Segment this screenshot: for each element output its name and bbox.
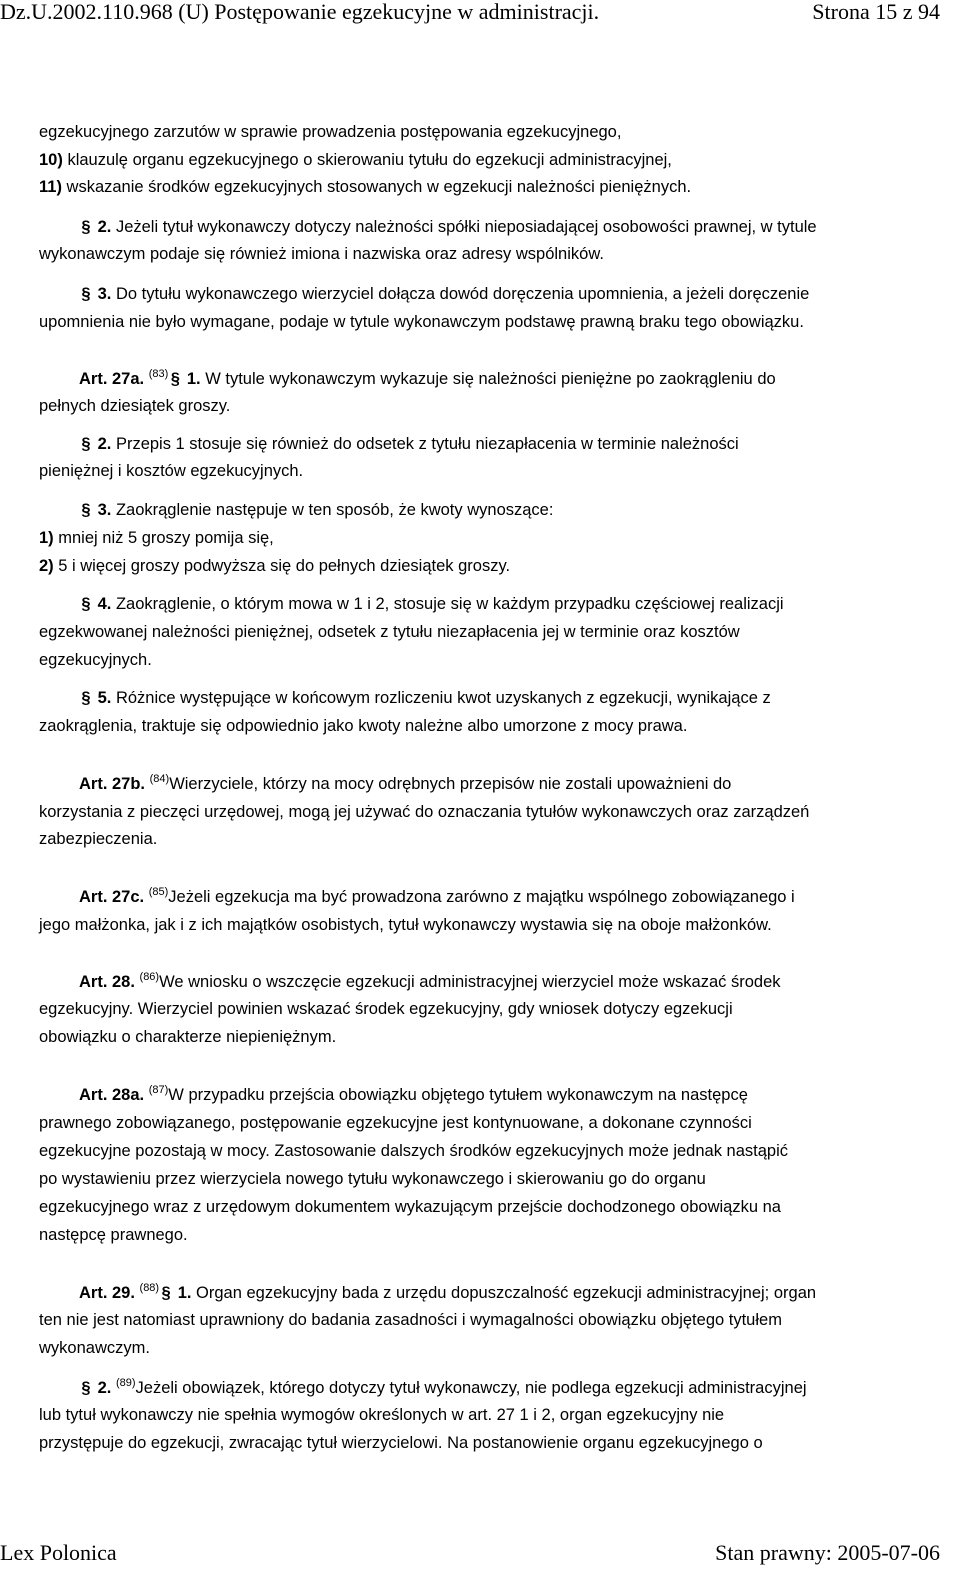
paragraph-number: 3. [97, 501, 112, 519]
article-number: Art. 29. [79, 1284, 135, 1302]
text: po wystawieniu przez wierzyciela nowego tytułu wykonawczego i skierowaniu go do organu [39, 1170, 706, 1188]
text: wskazanie środków egzekucyjnych stosowanych w egzekucji należności pieniężnych. [61, 178, 692, 196]
text: Jeżeli tytuł wykonawczy dotyczy należności spółki nieposiadającej osobowości prawnej, w tytule [111, 218, 817, 236]
text: jego małżonka, jak i z ich majątków osobistych, tytuł wykonawczy wystawia się na oboje małżonków. [39, 916, 772, 934]
article-number: Art. 27b. [79, 775, 146, 793]
paragraph-line [79, 499, 553, 521]
text: ten nie jest natomiast uprawniony do badania zasadności i wymagalności obowiązku objętego tytułem [39, 1311, 782, 1329]
list-item [39, 555, 510, 577]
text-line [39, 828, 157, 850]
text: następcę prawnego. [39, 1226, 188, 1244]
text-line [39, 621, 740, 643]
footnote-ref: (86) [139, 971, 160, 983]
text: Wierzyciele, którzy na mocy odrębnych przepisów nie zostali upoważnieni do [169, 775, 732, 793]
text: Zaokrąglenie, o którym mowa w 1 i 2, stosuje się w każdym przypadku częściowej realizacji [111, 595, 784, 613]
section-sign: § [170, 370, 180, 388]
paragraph-line [79, 283, 809, 305]
text-line [39, 801, 809, 823]
article-line [79, 1282, 816, 1306]
list-item [39, 149, 672, 171]
text-line [39, 311, 804, 333]
paragraph-number: 5. [97, 689, 112, 707]
item-number: 10) [39, 151, 63, 169]
text: Jeżeli obowiązek, którego dotyczy tytuł wykonawczy, nie podlega egzekucji administracyjnej [135, 1379, 807, 1397]
text-line [39, 243, 604, 265]
article-line [79, 886, 795, 910]
paragraph-line [79, 216, 817, 238]
paragraph-line [79, 433, 739, 455]
text-line [39, 1404, 724, 1426]
article-line [79, 368, 776, 392]
paragraph-number: 1. [186, 370, 201, 388]
text: mniej niż 5 groszy pomija się, [53, 529, 274, 547]
text: egzekucyjnych. [39, 651, 152, 669]
text: W przypadku przejścia obowiązku objętego tytułem wykonawczym na następcę [168, 1086, 748, 1104]
paragraph-number: 2. [97, 435, 112, 453]
text: wykonawczym. [39, 1339, 150, 1357]
text: Różnice występujące w końcowym rozliczeniu kwot uzyskanych z egzekucji, wynikające z [111, 689, 771, 707]
paragraph-number: 2. [97, 1379, 112, 1397]
page-number: Strona 15 z 94 [812, 0, 940, 24]
text: korzystania z pieczęci urzędowej, mogą jej używać do oznaczania tytułów wykonawczych oraz zarządzeń [39, 803, 810, 821]
text: egzekucyjne pozostają w mocy. Zastosowanie dalszych środków egzekucyjnych może jednak nastąpić [39, 1142, 788, 1160]
text: egzekucyjny. Wierzyciel powinien wskazać środek egzekucyjny, gdy wniosek dotyczy egzekucji [39, 1000, 733, 1018]
section-sign: § [81, 501, 91, 519]
footnote-ref: (85) [148, 886, 169, 898]
text: pełnych dziesiątek groszy. [39, 397, 231, 415]
paragraph-line [79, 1377, 807, 1401]
item-number: 2) [39, 557, 54, 575]
article-number: Art. 27c. [79, 888, 145, 906]
footnote-ref: (84) [149, 773, 170, 785]
text: zabezpieczenia. [39, 830, 158, 848]
text-line [39, 649, 152, 671]
text: pieniężnej i kosztów egzekucyjnych. [39, 462, 304, 480]
text-line [39, 1196, 781, 1218]
footnote-ref: (83) [148, 368, 169, 380]
text: W tytule wykonawczym wykazuje się należności pieniężne po zaokrągleniu do [200, 370, 776, 388]
text-line [39, 1224, 188, 1246]
text-line [39, 914, 772, 936]
footnote-ref: (87) [148, 1084, 169, 1096]
list-item [39, 176, 691, 198]
text-line [39, 121, 621, 143]
text: prawnego zobowiązanego, postępowanie egzekucyjne jest kontynuowane, a dokonane czynności [39, 1114, 752, 1132]
article-line [79, 773, 731, 797]
section-sign: § [81, 285, 91, 303]
text: egzekucyjnego wraz z urzędowym dokumentem wykazującym przejście dochodzonego obowiązku na [39, 1198, 781, 1216]
text: wykonawczym podaje się również imiona i nazwiska oraz adresy wspólników. [39, 245, 604, 263]
text-line [39, 1309, 782, 1331]
text: We wniosku o wszczęcie egzekucji administracyjnej wierzyciel może wskazać środek [159, 973, 781, 991]
article-number: Art. 28a. [79, 1086, 145, 1104]
text-line [39, 460, 303, 482]
section-sign: § [81, 595, 91, 613]
text: zaokrąglenia, traktuje się odpowiednio jako kwoty należne albo umorzone z mocy prawa. [39, 717, 688, 735]
text: Przepis 1 stosuje się również do odsetek z tytułu niezapłacenia w terminie należności [111, 435, 739, 453]
article-number: Art. 27a. [79, 370, 145, 388]
paragraph-line [79, 687, 771, 709]
section-sign: § [161, 1284, 171, 1302]
paragraph-line [79, 593, 784, 615]
text-line [39, 1026, 336, 1048]
section-sign: § [81, 218, 91, 236]
item-number: 1) [39, 529, 54, 547]
item-number: 11) [39, 178, 62, 196]
section-sign: § [81, 435, 91, 453]
footnote-ref: (88) [139, 1282, 160, 1294]
text-line [39, 1140, 788, 1162]
text-line [39, 1112, 752, 1134]
section-sign: § [81, 1379, 91, 1397]
text-line [39, 715, 687, 737]
text-line [39, 998, 733, 1020]
article-number: Art. 28. [79, 973, 135, 991]
paragraph-number: 4. [97, 595, 112, 613]
text: lub tytuł wykonawczy nie spełnia wymogów określonych w art. 27 1 i 2, organ egzekucyjny nie [39, 1406, 725, 1424]
text: Jeżeli egzekucja ma być prowadzona zarówno z majątku wspólnego zobowiązanego i [168, 888, 795, 906]
list-item [39, 527, 274, 549]
text: upomnienia nie było wymagane, podaje w tytule wykonawczym podstawę prawną braku tego obowiązku. [39, 313, 804, 331]
legal-status-date: Stan prawny: 2005-07-06 [715, 1540, 940, 1565]
text: przystępuje do egzekucji, zwracając tytuł wierzycielowi. Na postanowienie organu egzekucyjnego o [39, 1434, 763, 1452]
text: Organ egzekucyjny bada z urzędu dopuszczalność egzekucji administracyjnej; organ [191, 1284, 817, 1302]
footnote-ref: (89) [115, 1377, 136, 1389]
article-line [79, 971, 781, 995]
text: 5 i więcej groszy podwyższa się do pełnych dziesiątek groszy. [53, 557, 511, 575]
text: egzekwowanej należności pieniężnej, odsetek z tytułu niezapłacenia jej w terminie oraz kosztów [39, 623, 740, 641]
text: Zaokrąglenie następuje w ten sposób, że kwoty wynoszące: [111, 501, 554, 519]
text: egzekucyjnego zarzutów w sprawie prowadzenia postępowania egzekucyjnego, [39, 123, 622, 141]
paragraph-number: 1. [177, 1284, 192, 1302]
text-line [39, 1337, 150, 1359]
section-sign: § [81, 689, 91, 707]
text: obowiązku o charakterze niepieniężnym. [39, 1028, 337, 1046]
text-line [39, 1432, 763, 1454]
text: Do tytułu wykonawczego wierzyciel dołącza dowód doręczenia upomnienia, a jeżeli doręczenie [111, 285, 810, 303]
text: klauzulę organu egzekucyjnego o skierowaniu tytułu do egzekucji administracyjnej, [62, 151, 672, 169]
text-line [39, 1168, 706, 1190]
paragraph-number: 2. [97, 218, 112, 236]
publisher-name: Lex Polonica [0, 1540, 117, 1565]
text-line [39, 395, 230, 417]
article-line [79, 1084, 748, 1108]
paragraph-number: 3. [97, 285, 112, 303]
document-title: Dz.U.2002.110.968 (U) Postępowanie egzekucyjne w administracji. [0, 0, 600, 24]
